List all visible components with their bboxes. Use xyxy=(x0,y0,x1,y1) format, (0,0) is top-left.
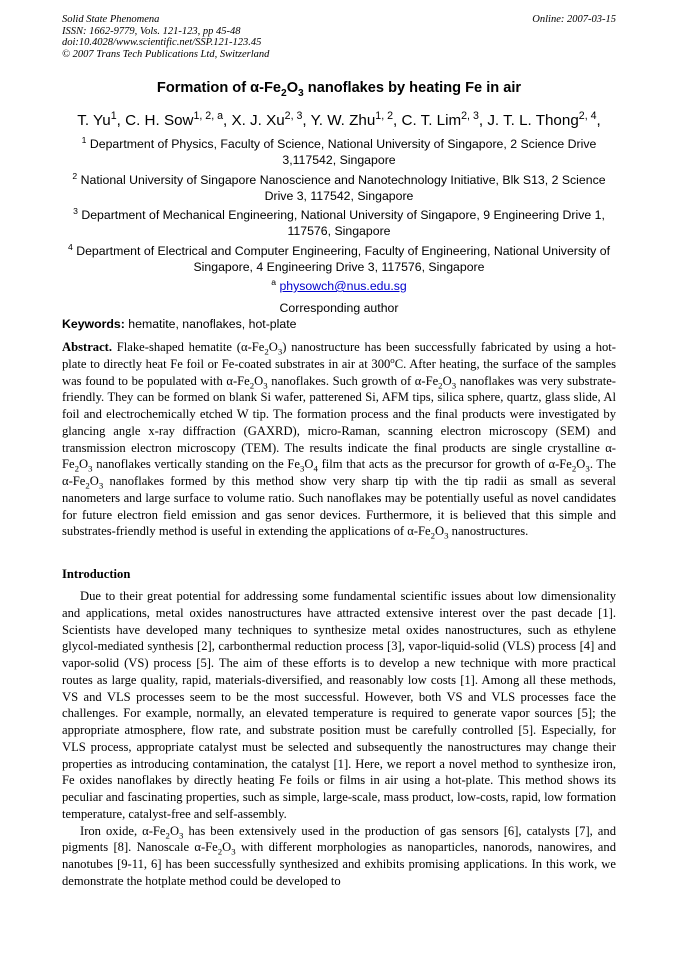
title-prefix: Formation of α-Fe xyxy=(156,80,281,96)
affiliation-1: $^1$ Department of Physics, Faculty of Science, National University of Singapore, 2 Science Drive 3,117542, Singapore xyxy=(81,134,597,167)
doi-line: doi:10.4028/www.scientific.net/SSP.121-123.45 xyxy=(62,37,262,49)
affiliation-3: $^3$ Department of Mechanical Engineering, National University of Singapore, 9 Engineering Drive 1, 117576, Singapore xyxy=(73,205,605,238)
journal-header xyxy=(62,14,269,60)
title-sub2: 3 xyxy=(298,87,304,99)
email-line xyxy=(62,276,616,293)
affiliation-4: $^4$ Department of Electrical and Computer Engineering, Faculty of Engineering, National University of Singapore, 4 Engineering Drive 3, 117576, Singapore xyxy=(67,241,611,274)
copyright-line: © 2007 Trans Tech Publications Ltd, Switzerland xyxy=(62,48,270,60)
author: T. Yu$^1$, xyxy=(77,109,126,129)
paper-title xyxy=(62,80,616,99)
paragraph: Due to their great potential for addressing some fundamental scientific issues about low dimensionality and applications, metal oxides nanostructures have attracted extensive interest over the past decade [1]. Scientists have developed many techniques to synthesize metal oxides nanostructures, such as ethylene glycol-mediated synthesis [2], carbonthermal reduction process [3], vapor-liquid-solid (VLS) process [4] and vapor-solid (VS) process [5]. The aim of these efforts is to develop a new technique with more practical routes as large quality, rapid, materials-diversified, and reasonably low costs [1]. Among all these methods, VS and VLS processes seem to be the most successful. However, both VS and VLS processes face the challenges. For example, normally, an elevated temperature is required to generate vapor sources [5]; the appropriate atmosphere, flow rate, and substrate position must be carefully controlled [5]. Especially, for VLS process, appropriate catalyst must be selected and subsequently the nanostructures may change their properties as introducing contamination, the catalyst [1]. Here, we report a novel method to synthesize iron, Fe oxides nanoflakes by directly heating Fe foils or films in air using a hot-plate. This method shows its peculiar and fascinating properties, such as simple, large-scale, mass product, low-costs, rapid, low formation temperature, catalyst-free and self-assembly. xyxy=(62,589,616,821)
introduction-body xyxy=(62,588,616,890)
corresponding-author: Corresponding author xyxy=(279,301,399,315)
author: X. J. Xu$^{2, 3}$, xyxy=(231,109,311,129)
email-mark: a xyxy=(271,276,277,287)
introduction-heading: Introduction xyxy=(62,567,131,581)
title-mid: O xyxy=(286,80,299,96)
abstract-label: Abstract. xyxy=(62,340,113,354)
affiliation-2: $^2$ National University of Singapore Nanoscience and Nanotechnology Initiative, Blk S13, 2 Science Drive 3, 117542, Singapore xyxy=(72,170,606,203)
abstract-text: Flake-shaped hematite $(\alpha-Fe_2O_3)$ nanostructure has been successfully fabricated by using a hot-plate to directly heat Fe foil or Fe-coated substrates in air at 300$^o$C. After heating, the surface of the samples was found to be populated with $\alpha-Fe_2O_3$ nanoflakes. Such growth of $\alpha-Fe_2O_3$ nanoflakes was very substrate-friendly. They can be formed on blank Si wafer, patterened Si, AFM tips, silica sphere, quartz, glass slide, Al foil and electrochemically etched W tip. The formation process and the final products were investigated by glancing angle x-ray diffraction (GAXRD), micro-Raman, scanning electron microscopy (SEM) and transmission electron microscopy (TEM). The results indicate the final products are single crystalline $\alpha-Fe_2O_3$ nanoflakes vertically standing on the $Fe_3O_4$ film that acts as the precursor for growth of $\alpha-Fe_2O_3$. The $\alpha-Fe_2O_3$ nanoflakes formed by this method show very sharp tip with the tip radii as small as several nanometers and large surface to volume ratio. Such nanoflakes may be potentially useful as novel candidates for future electron field emission and gas senor devices. Furthermore, it is believed that this simple and substrates-friendly method is useful in extending the applications of $\alpha-Fe_2O_3$ nanostructures. xyxy=(62,340,617,541)
journal-name: Solid State Phenomena xyxy=(62,14,160,25)
keywords xyxy=(62,317,616,331)
abstract xyxy=(62,339,616,540)
issn-line: ISSN: 1662-9779, Vols. 121-123, pp 45-48 xyxy=(62,25,241,37)
email-link[interactable]: physowch@nus.edu.sg xyxy=(279,279,407,293)
author: Y. W. Zhu$^{1, 2}$, xyxy=(310,109,402,129)
author: C. T. Lim$^{2, 3}$, xyxy=(401,109,488,129)
author: J. T. L. Thong$^{2, 4}$, xyxy=(487,109,601,129)
title-sub1: 2 xyxy=(281,87,287,99)
title-suffix: nanoflakes by heating Fe in air xyxy=(303,80,522,96)
author: C. H. Sow$^{1, 2, a}$, xyxy=(125,109,232,129)
paragraph: Iron oxide, $\alpha-Fe_2O_3$ has been extensively used in the production of gas sensors [6], catalysts [7], and pigments [8]. Nanoscale $\alpha-Fe_2O_3$ with different morphologies as nanoparticles, nanorods, nanowires, and nanotubes [9-11, 6] has been successfully synthesized and exhibits promising applications. In this work, we demonstrate the hotplate method could be developed to xyxy=(62,823,616,888)
author-list xyxy=(62,109,616,129)
online-date: Online: 2007-03-15 xyxy=(532,14,616,25)
keywords-text: hematite, nanoflakes, hot-plate xyxy=(124,317,297,331)
keywords-label: Keywords: xyxy=(62,317,125,331)
